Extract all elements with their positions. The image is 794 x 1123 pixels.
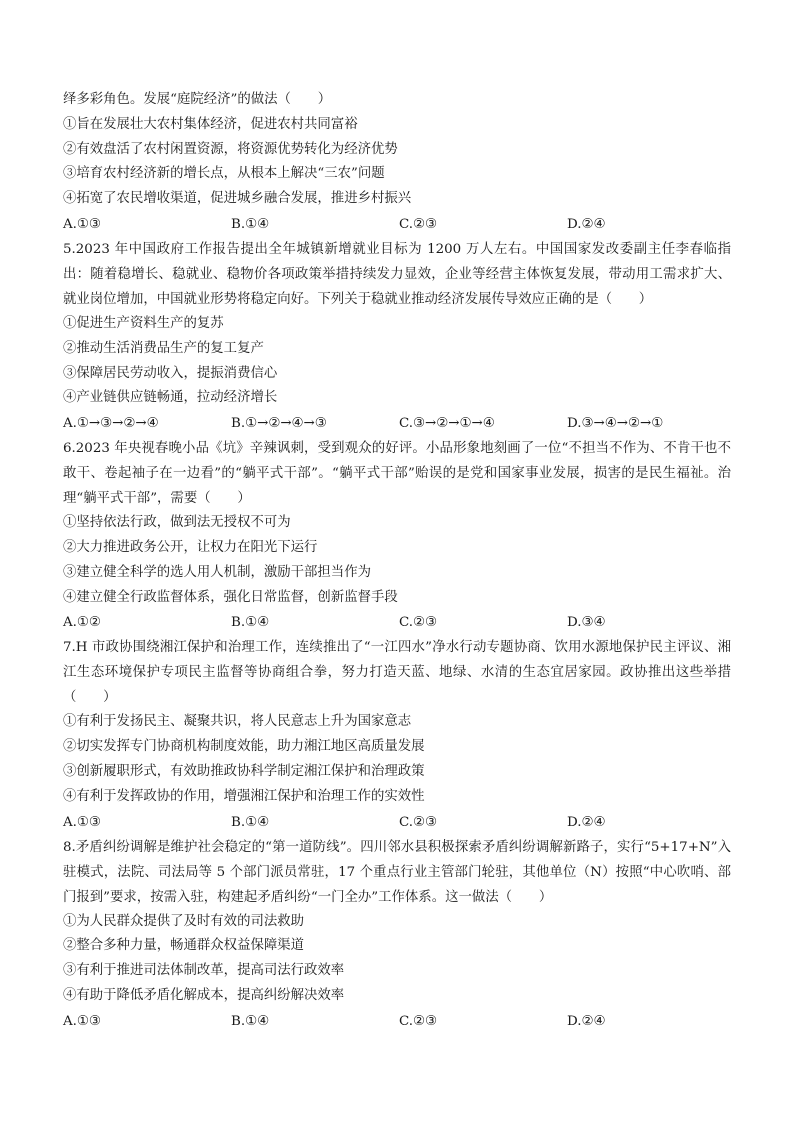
question-4	[63, 88, 731, 237]
option-3: ③有利于推进司法体制改革，提高司法行政效率	[63, 963, 345, 979]
option-1: ①促进生产资料生产的复苏	[63, 315, 224, 331]
choice-d: D.②④	[567, 814, 606, 830]
choice-c: C.②③	[399, 1013, 438, 1029]
choice-c: C.②③	[399, 814, 438, 830]
option-1: ①为人民群众提供了及时有效的司法救助	[63, 913, 305, 929]
option-4: ④有助于降低矛盾化解成本，提高纠纷解决效率	[63, 987, 345, 1003]
question-5	[63, 237, 731, 436]
question-6	[63, 436, 731, 635]
option-2: ②有效盘活了农村闲置资源，将资源优势转化为经济优势	[63, 141, 398, 157]
answer-choices	[63, 810, 731, 835]
option-3: ③培育农村经济新的增长点，从根本上解决“三农”问题	[63, 166, 385, 182]
option-4: ④产业链供应链畅通，拉动经济增长	[63, 390, 278, 406]
question-8	[63, 835, 731, 1034]
option-2: ②切实发挥专门协商机构制度效能，助力湘江地区高质量发展	[63, 739, 425, 755]
choice-b: B.①④	[231, 814, 270, 830]
answer-choices	[63, 411, 731, 436]
answer-choices	[63, 610, 731, 635]
choice-d: D.③→④→②→①	[567, 416, 664, 432]
answer-choices	[63, 1009, 731, 1034]
option-2: ②大力推进政务公开，让权力在阳光下运行	[63, 539, 318, 555]
choice-b: B.①④	[231, 615, 270, 631]
choice-b: B.①→②→④→③	[231, 416, 327, 432]
option-3: ③建立健全科学的选人用人机制，激励干部担当作为	[63, 564, 371, 580]
option-2: ②整合多种力量，畅通群众权益保障渠道	[63, 938, 305, 954]
option-1: ①有利于发扬民主、凝聚共识，将人民意志上升为国家意志	[63, 714, 412, 730]
option-3: ③创新履职形式，有效助推政协科学制定湘江保护和治理政策	[63, 763, 425, 779]
option-2: ②推动生活消费品生产的复工复产	[63, 340, 264, 356]
choice-c: C.②③	[399, 615, 438, 631]
choice-d: D.③④	[567, 615, 606, 631]
question-stem: 8.矛盾纠纷调解是维护社会稳定的“第一道防线”。四川邻水县积极探索矛盾纠纷调解新路子，实行“5+17+N”入驻模式，法院、司法局等 5 个部门派员常驻，17 个重点行业主管部门轮驻，其他单位（N）按照“中心吹哨、部门报到”要求，按需入驻，构建起矛盾纠纷“一门全办”工作体系。这一做法（ ）	[63, 839, 731, 905]
choice-a: A.①②	[63, 615, 101, 631]
choice-a: A.①③	[63, 1013, 101, 1029]
choice-d: D.②④	[567, 216, 606, 232]
option-4: ④建立健全行政监督体系，强化日常监督，创新监督手段	[63, 589, 398, 605]
choice-d: D.②④	[567, 1013, 606, 1029]
choice-b: B.①④	[231, 216, 270, 232]
choice-a: A.①→③→②→④	[63, 416, 159, 432]
option-4: ④拓宽了农民增收渠道，促进城乡融合发展，推进乡村振兴	[63, 191, 412, 207]
question-7	[63, 635, 731, 834]
question-stem: 绎多彩角色。发展“庭院经济”的做法（ ）	[63, 92, 332, 107]
choice-b: B.①④	[231, 1013, 270, 1029]
option-4: ④有利于发挥政协的作用，增强湘江保护和治理工作的实效性	[63, 788, 425, 804]
answer-choices	[63, 212, 731, 237]
choice-c: C.③→②→①→④	[399, 416, 495, 432]
question-stem: 7.H 市政协围绕湘江保护和治理工作，连续推出了“一江四水”净水行动专题协商、饮用水源地保护民主评议、湘江生态环境保护专项民主监督等协商组合拳，努力打造天蓝、地绿、水清的生态宜居家园。政协推出这些举措（ ）	[63, 640, 731, 706]
exam-page	[63, 88, 731, 1034]
option-1: ①旨在发展壮大农村集体经济，促进农村共同富裕	[63, 116, 358, 132]
option-1: ①坚持依法行政，做到法无授权不可为	[63, 515, 291, 531]
option-3: ③保障居民劳动收入，提振消费信心	[63, 365, 278, 381]
question-stem: 5.2023 年中国政府工作报告提出全年城镇新增就业目标为 1200 万人左右。中国国家发改委副主任李春临指出：随着稳增长、稳就业、稳物价各项政策举措持续发力显效，企业等经营主体恢复发展，带动用工需求扩大、就业岗位增加，中国就业形势将稳定向好。下列关于稳就业推动经济发展传导效应正确的是（ ）	[63, 241, 731, 307]
choice-a: A.①③	[63, 216, 101, 232]
choice-a: A.①③	[63, 814, 101, 830]
question-stem: 6.2023 年央视春晚小品《坑》辛辣讽刺，受到观众的好评。小品形象地刻画了一位“不担当不作为、不肯干也不敢干、卷起袖子在一边看”的“躺平式干部”。“躺平式干部”贻误的是党和国家事业发展，损害的是民生福祉。治理“躺平式干部”，需要（ ）	[63, 441, 731, 507]
choice-c: C.②③	[399, 216, 438, 232]
